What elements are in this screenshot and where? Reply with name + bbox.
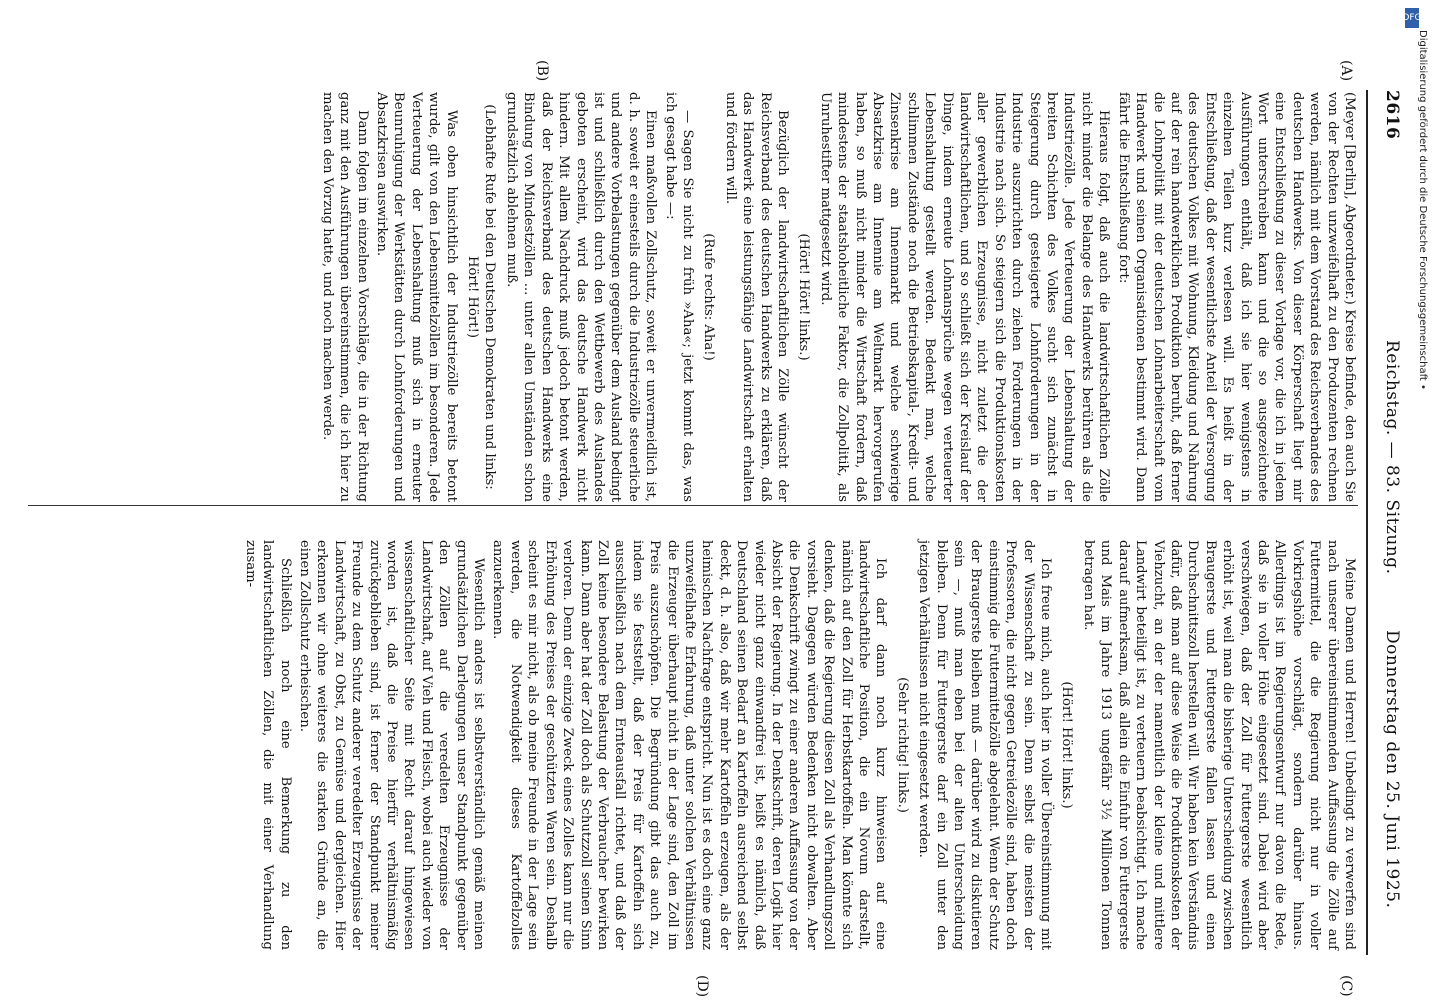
right-column [239,540,1358,950]
funding-note-text: Digitalisierung gefördert durch die Deutsche Forschungsgemeinschaft • [1417,30,1428,390]
margin-letter-c: (C) [1338,975,1354,997]
funding-note [1416,30,1430,930]
interjection: (Rufe rechts: Aha!) [701,233,717,361]
dfg-logo: DFG [1405,8,1419,28]
margin-letter-a: (A) [1338,60,1354,82]
page-number: 2616 [1382,90,1402,140]
left-column [316,92,1358,502]
header-session: Reichstag. — 83. Sitzung. [1382,340,1402,575]
quoted-paragraph: Einen maßvollen Zollschutz, soweit er unvermeidlich ist, d. h. soweit er einesteils durch die Industriezölle steuerliche und andere Vorbelastungen gegenüber dem Ausland bedingt ist und schließlich durch den Wettbewerb des Auslandes geboten erscheint, wird das deutsche Handwerk nicht hindern. Mit allem Nachdruck muß jedoch betont werden, daß der Reichsverband des deutschen Handwerks eine Bindung von Mindestzöllen ... unter allen Umständen schon grundsätzlich ablehnen muß. [503,92,659,502]
column-divider [28,505,1358,506]
paragraph: Meine Damen und Herren! Unbedingt zu verwerfen sind nach unserer übereinstimmenden Auffassung die Zölle auf Futtermittel, die die Regierung nicht nur in voller Vorkriegshöhe vorschlägt, sondern darüber hinaus. Allerdings ist im Regierungsentwurf nur davon die Rede, daß sie in voller Höhe eingesetzt sind. Dabei wird aber verschwiegen, daß der Zoll für Futtergerste wesentlich erhöht ist, weil man die bisherige Unterscheidung zwischen Braugerste und Futtergerste fallen lassen und einen Durchschnittszoll herstellen will. Wir haben kein Verständnis dafür, daß man auf diese Weise die Produktionskosten der Viehzucht, an der der namentlich der kleine und mittlere Landwirt beteiligt ist, zu verteuern beabsichtigt. Ich mache darauf aufmerksam, daß allein die Einfuhr von Futtergerste und Mais im Jahre 1913 ungefähr 3½ Millionen Tonnen betragen hat. [1080,540,1357,950]
interjection: (Lebhafte Rufe bei den Deutschen Demokraten und links: Hört! Hört!) [465,104,498,490]
quoted-paragraph: Was oben hinsichtlich der Industriezölle bereits betont wurde, gilt von den Lebensmittelzöllen im besonderen. Jede Verteuerung der Lebenshaltung muß sich in erneuter Beunruhigung der Werkstätten durch Lohnforderungen und Absatzkrisen auswirken. [374,92,459,502]
paragraph: Schließlich noch eine Bemerkung zu den landwirtschaftlichen Zöllen, die mit einer Verhandlung zusam- [242,540,293,950]
margin-letter-b: (B) [534,60,550,82]
paragraph: Dann folgen im einzelnen Vorschläge, die in der Richtung ganz mit den Ausführungen übereinstimmen, die ich hier zu machen den Vorzug hatte, und noch machen werde. [319,92,370,502]
paragraph: Ich freue mich, auch hier in voller Übereinstimmung mit der Wissenschaft zu sein. Denn selbst die meisten der Professoren, die nicht gegen Getreidezölle sind, haben doch einstimmig die Futtermittelzölle abgelehnt. Wenn der Schutz der Braugerste bleiben muß — darüber wird zu diskutieren sein —, muß man eben bei der alten Unterscheidung bleiben. Denn für Futtergerste darf ein Zoll unter den jetzigen Verhältnissen nicht eingesetzt werden. [916,540,1054,950]
interjection: (Sehr richtig! links.) [894,677,910,813]
header-rule [1366,90,1368,955]
paragraph: — Sagen Sie nicht zu früh »Aha«; jetzt kommt das, was ich gesagt habe —: [662,92,695,502]
page-header [1372,90,1402,950]
interjection: (Hört! Hört! links.) [1059,681,1075,809]
header-date: Donnerstag den 25. Juni 1925. [1382,630,1402,909]
margin-letter-d: (D) [694,975,710,998]
interjection: (Hört! Hört! links.) [796,233,812,361]
quoted-paragraph: Bezüglich der landwirtschaftlichen Zölle wünscht der Reichsverband des deutschen Handwerks zu erklären, daß das Handwerk eine leistungsfähige Landwirtschaft erhalten und fördern will. [722,92,790,502]
paragraph: Wesentlich anders ist selbstverständlich gemäß meinen grundsätzlichen Darlegungen unser Standpunkt gegenüber den Zöllen auf die veredelten Erzeugnisse der Landwirtschaft, auf Vieh und Fleisch, wobei auch wieder von wissenschaftlicher Seite mit Recht darauf hingewiesen worden ist, daß die Preise hierfür verhältnismäßig zurückgeblieben sind, ist ferner der Standpunkt meiner Freunde zu dem Schutz anderer veredelter Erzeugnisse der Landwirtschaft, zu Obst, zu Gemüse und dergleichen. Hier erkennen wir ohne weiteres die starken Gründe an, die einen Zollschutz erheischen. [297,540,487,950]
paragraph: (Meyer [Berlin], Abgeordneter.) Kreise befinde, den auch Sie von der Rechten unzweifelhaft zu den Produzenten rechnen werden, nämlich mit dem Vorstand des Reichsverbandes des deutschen Handwerks. Von dieser Körperschaft liegt mir eine Entschließung zu dieser Vorlage vor, die ich in jedem Wort unterschreiben kann und die so ausgezeichnete Ausführungen enthält, daß ich sie hier wenigstens in einzelnen Teilen kurz verlesen will. Es heißt in der Entschließung, daß der wesentlichste Anteil der Versorgung des deutschen Volkes mit Wohnung, Kleidung und Nahrung auf der rein handwerklichen Produktion beruht, daß ferner die Lohnpolitik mit der deutschen Lohnarbeiterschaft vom Handwerk und seinen Organisationen bestimmt wird. Dann fährt die Entschließung fort: [1115,92,1357,502]
quoted-paragraph: Hieraus folgt, daß auch die landwirtschaftlichen Zölle nicht minder die Belange des Handwerks berühren als die Industriezölle. Jede Verteuerung der Lebenshaltung der breiten Schichten des Volkes sucht sich zunächst in Steigerung durch gesteigerte Lohnforderungen in der Industrie auszurichten durch ziehen Forderungen in der Industrie nach sich. So steigern sich die Produktionskosten aller gewerblichen Erzeugnisse, nicht zuletzt die der landwirtschaftlichen, und so schließt sich der Kreislauf der Dinge, indem erneute Lohnansprüche wegen verteuerter Lebenshaltung gestellt werden. Bedenkt man, welche schlimmen Zustände noch die Betriebskapital-, Kredit- und Zinsenkrise am Innenmarkt und welche schwierige Absatzkrise am Innennie am Weltmarkt hervorgerufen haben, so muß nicht minder die Wirtschaft fordern, daß mindestens der staatshoheitliche Faktor, die Zollpolitik, als Unruhestifter mattgesetzt wird. [817,92,1112,502]
paragraph: Ich darf dann noch kurz hinweisen auf eine landwirtschaftliche Position, die ein Novum darstellt, nämlich auf den Zoll für Herbstkartoffeln. Man könnte sich denken, daß die Regierung diesen Zoll als Verhandlungszoll vorsieht. Dagegen würden Bedenken nicht obwalten. Aber die Denkschrift zwingt zu einer anderen Auffassung von der Absicht der Regierung. In der Denkschrift, deren Logik hier wieder nicht ganz einwandfrei ist, heißt es nämlich, daß Deutschland seinen Bedarf an Kartoffeln ausreichend selbst deckt, d. h. also, daß wir mehr Kartoffeln erzeugen, als der heimischen Nachfrage entspricht. Nun ist es doch eine ganz unzweifelhafte Erfahrung, daß unter solchen Verhältnissen die Erzeuger überhaupt nicht in der Lage sind, den Zoll im Preis auszuschöpfen. Die Begründung gibt das auch zu, indem sie feststellt, daß der Preis für Kartoffeln sich ausschließlich nach dem Ernteausfall richtet, und daß der Zoll keine besondere Belastung der Verbraucher bewirken kann. Dann aber hat der Zoll doch als Schutzzoll seinen Sinn verloren. Denn der einzige Zweck eines Zolles kann nur die Erhöhung des Preises der geschützten Waren sein. Deshalb scheint es mir nicht, als ob meine Freunde in der Lage sein werden, die Notwendigkeit dieses Kartoffelzolles anzuerkennen. [490,540,889,950]
